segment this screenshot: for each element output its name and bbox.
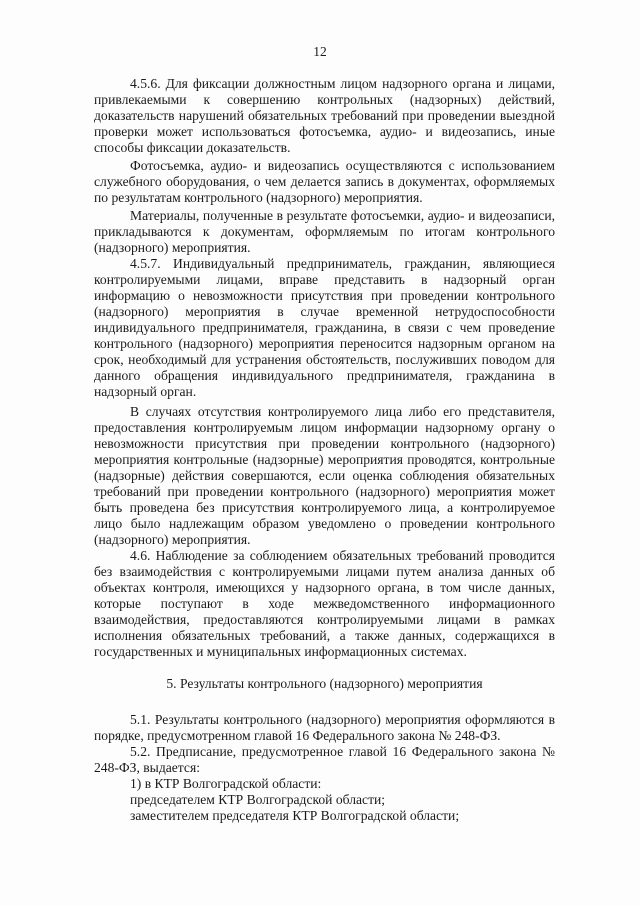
list-item: председателем КТР Волгоградской области; [130, 792, 386, 807]
paragraph-photo-video: Фотосъемка, аудио- и видеозапись осуществляются с использованием служебного оборудования, о чем делается запись в документах, оформляемых по результатам контрольного (надзорного) мероприятия. [94, 158, 555, 205]
paragraph-4-5-7: 4.5.7. Индивидуальный предприниматель, гражданин, являющиеся контролируемыми лицами, вправе представить в надзорный орган информацию о невозможности присутствия при проведении контрольного (надзорного) мероприятия в случае временной нетрудоспособности индивидуального предпринимателя, гражданина, в связи с чем проведение контрольного (надзорного) мероприятия переносится надзорным органом на срок, необходимый для устранения обстоятельств, послуживших поводом для данного обращения индивидуального предпринимателя, гражданина в надзорный орган. [94, 256, 555, 399]
section-heading: 5. Результаты контрольного (надзорного) мероприятия [166, 676, 483, 691]
list-item: заместителем председателя КТР Волгоградской области; [130, 808, 460, 823]
paragraph-5-2: 5.2. Предписание, предусмотренное главой 16 Федерального закона № 248-ФЗ, выдается: [94, 744, 555, 775]
paragraph-4-5-6: 4.5.6. Для фиксации должностным лицом надзорного органа и лицами, привлекаемыми к совершению контрольных (надзорных) действий, доказательств нарушений обязательных требований при проведении выездной проверки может использоваться фотосъемка, аудио- и видеозапись, иные способы фиксации доказательств. [94, 76, 555, 155]
paragraph-4-6: 4.6. Наблюдение за соблюдением обязательных требований проводится без взаимодействия с контролируемыми лицами путем анализа данных об объектах контроля, имеющихся у надзорного органа, в том числе данных, которые поступают в ходе межведомственного информационного взаимодействия, предоставляются контролируемыми лицами в рамках исполнения обязательных требований, а также данных, содержащихся в государственных и муниципальных информационных системах. [94, 548, 555, 659]
page-number: 12 [313, 44, 327, 59]
list-item: 1) в КТР Волгоградской области: [130, 776, 322, 791]
document-body [94, 76, 555, 824]
paragraph-absence-cases: В случаях отсутствия контролируемого лица либо его представителя, предоставления контролируемым лицом информации надзорному органу о невозможности присутствия при проведении контрольного (надзорного) мероприятия контрольные (надзорные) мероприятия проводятся, контрольные (надзорные) действия совершаются, если оценка соблюдения обязательных требований при проведении контрольного (надзорного) мероприятия может быть проведена без присутствия контролируемого лица, а контролируемое лицо было надлежащим образом уведомлено о проведении контрольного (надзорного) мероприятия. [94, 404, 555, 547]
paragraph-5-1: 5.1. Результаты контрольного (надзорного) мероприятия оформляются в порядке, предусмотренном главой 16 Федерального закона № 248-ФЗ. [94, 712, 555, 743]
paragraph-materials: Материалы, полученные в результате фотосъемки, аудио- и видеозаписи, прикладываются к документам, оформляемым по итогам контрольного (надзорного) мероприятия. [94, 208, 555, 255]
